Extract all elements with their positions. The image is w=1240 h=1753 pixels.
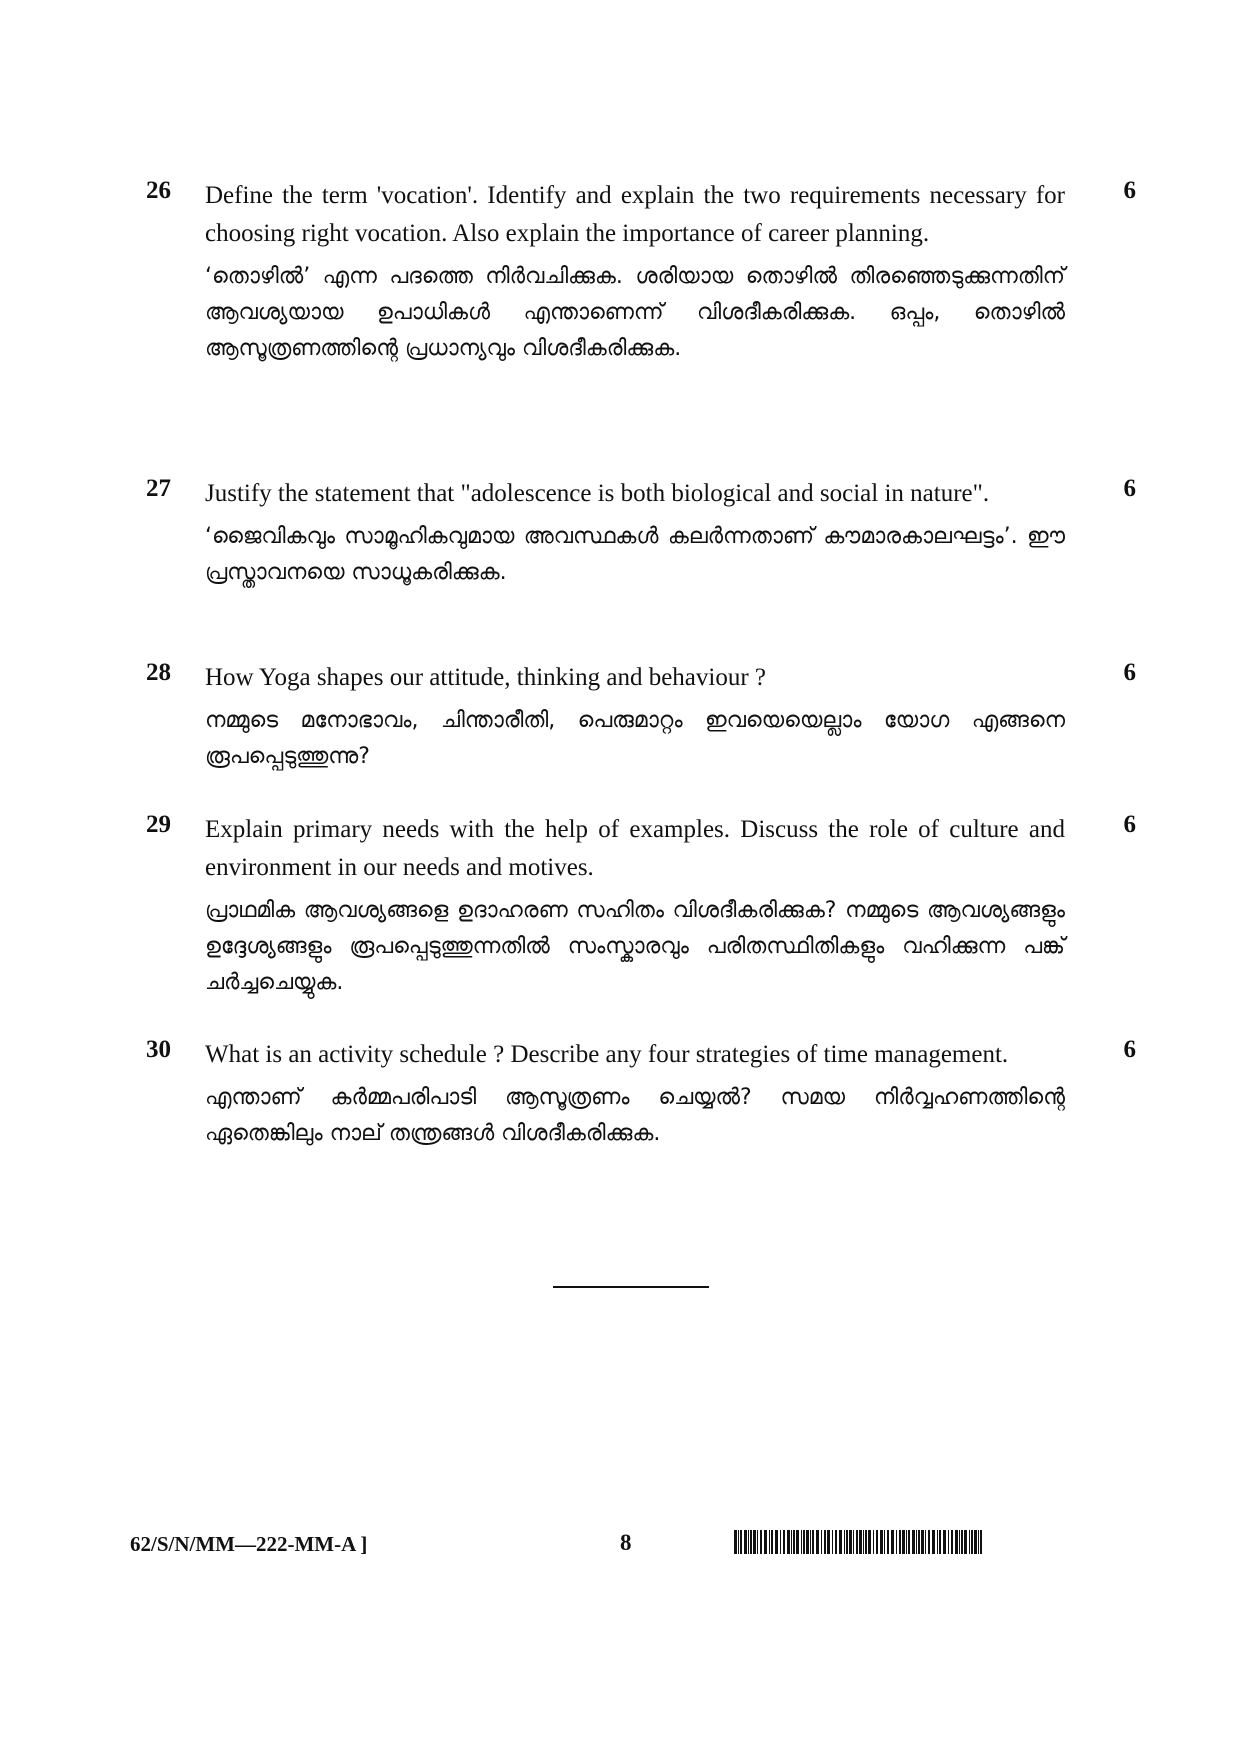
barcode-icon [734, 1530, 986, 1554]
question-text-malayalam: നമ്മുടെ മനോഭാവം, ചിന്താരീതി, പെരുമാറ്റം ഇവയെയെല്ലാം യോഗ എങ്ങനെ രൂപപ്പെടുത്തുന്നു? [205, 708, 1065, 769]
question-body [205, 177, 1065, 367]
question-number: 30 [146, 1036, 171, 1063]
question-body [205, 811, 1065, 1001]
question-number: 27 [146, 475, 171, 502]
question-marks: 6 [1123, 475, 1136, 502]
question-text-english: Justify the statement that "adolescence is both biological and social in nature". [205, 480, 990, 507]
paper-code: 62/S/N/MM—222-MM-A ] [130, 1532, 368, 1556]
question-text-english: What is an activity schedule ? Describe any four strategies of time management. [205, 1041, 1009, 1068]
question-text-english: Explain primary needs with the help of examples. Discuss the role of culture and environment in our needs and motives. [205, 816, 1065, 881]
question-marks: 6 [1123, 811, 1136, 838]
question-text-english: How Yoga shapes our attitude, thinking and behaviour ? [205, 664, 767, 691]
end-of-paper-rule [553, 1286, 709, 1288]
question-marks: 6 [1123, 177, 1136, 204]
question-number: 28 [146, 659, 171, 686]
question-body [205, 475, 1065, 591]
question-text-malayalam: എന്താണ് കർമ്മപരിപാടി ആസൂത്രണം ചെയ്യൽ? സമയ നിർവ്വഹണത്തിന്റെ ഏതെങ്കിലും നാല് തന്ത്രങ്ങൾ വിശദീകരിക്കുക. [205, 1085, 1065, 1146]
question-text-english: Define the term 'vocation'. Identify and explain the two requirements necessary for choosing right vocation. Also explain the importance of career planning. [205, 182, 1065, 247]
question-marks: 6 [1123, 1036, 1136, 1063]
question-body [205, 659, 1065, 775]
question-marks: 6 [1123, 659, 1136, 686]
question-body [205, 1036, 1065, 1152]
question-number: 29 [146, 811, 171, 838]
question-text-malayalam: ‘ജൈവികവും സാമൂഹികവുമായ അവസ്ഥകൾ കലർന്നതാണ് കൗമാരകാലഘട്ടം’. ഈ പ്രസ്താവനയെ സാധൂകരിക്കുക. [205, 524, 1065, 585]
question-text-malayalam: പ്രാഥമിക ആവശ്യങ്ങളെ ഉദാഹരണ സഹിതം വിശദീകരിക്കുക? നമ്മുടെ ആവശ്യങ്ങളും ഉദ്ദേശ്യങ്ങളും രൂപപ്പെടുത്തുന്നതിൽ സംസ്കാരവും പരിതസ്ഥിതികളും വഹിക്കുന്ന പങ്ക് ചർച്ചചെയ്യുക. [205, 898, 1065, 995]
question-text-malayalam: ‘തൊഴിൽ’ എന്ന പദത്തെ നിർവചിക്കുക. ശരിയായ തൊഴിൽ തിരഞ്ഞെടുക്കുന്നതിന് ആവശ്യയായ ഉപാധികൾ എന്താണെന്ന് വിശദീകരിക്കുക. ഒപ്പം, തൊഴിൽ ആസൂത്രണത്തിന്റെ പ്രധാന്യവും വിശദീകരിക്കുക. [205, 264, 1065, 361]
page-number: 8 [620, 1530, 632, 1555]
question-number: 26 [146, 177, 171, 204]
